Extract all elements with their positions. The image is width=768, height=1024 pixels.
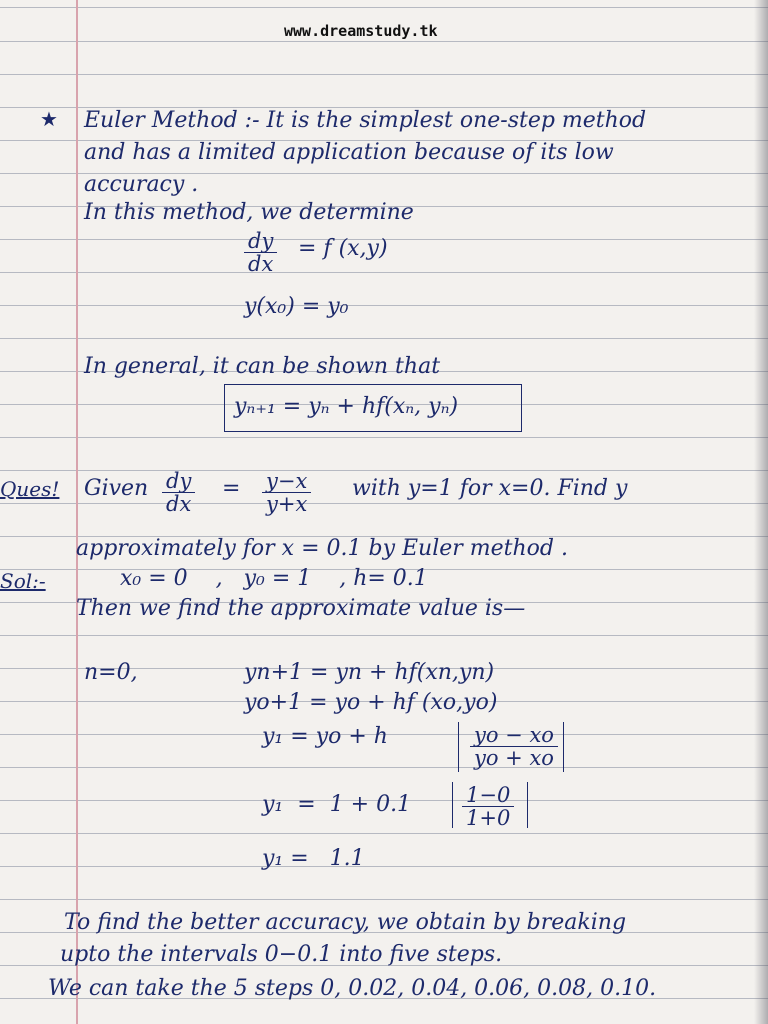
question-rhs-fraction — [262, 470, 311, 515]
step-n-label: n=0, — [84, 660, 138, 685]
question-equals: = — [222, 476, 241, 501]
step-general: yn+1 = yn + hf(xn,yn) — [244, 660, 495, 685]
site-watermark: www.dreamstudy.tk — [284, 22, 438, 40]
question-given: Given — [84, 476, 149, 501]
page-edge-shadow — [754, 0, 768, 1024]
eq2-initial-condition: y(x₀) = y₀ — [244, 294, 349, 319]
solution-params: x₀ = 0 , y₀ = 1 , h= 0.1 — [120, 566, 428, 591]
intro-line-3: accuracy . — [84, 172, 199, 197]
star-bullet: ★ — [40, 107, 58, 131]
solution-then-line: Then we find the approximate value is— — [76, 596, 526, 621]
footer-line-3: We can take the 5 steps 0, 0.02, 0.04, 0.06, 0.08, 0.10. — [48, 976, 657, 1001]
question-rhs-numerator: y−x — [262, 470, 311, 493]
intro-line-2: and has a limited application because of its low — [84, 140, 614, 165]
step-y1-result: y₁ = 1.1 — [262, 846, 365, 871]
boxed-formula: yₙ₊₁ = yₙ + hf(xₙ, yₙ) — [234, 394, 459, 419]
eq1-rhs: = f (x,y) — [298, 236, 388, 261]
step-y1-substitution: y₁ = 1 + 0.1 — [262, 792, 412, 817]
step3-fraction — [470, 724, 558, 769]
step3-denominator: yo + xo — [474, 746, 554, 770]
question-lhs-denominator: dx — [166, 492, 192, 516]
question-given-suffix: with y=1 for x=0. Find y — [352, 476, 628, 501]
eq1-derivative — [244, 230, 277, 275]
question-line-2: approximately for x = 0.1 by Euler method . — [76, 536, 568, 561]
question-rhs-denominator: y+x — [266, 492, 308, 516]
step-substituted: yo+1 = yo + hf (xo,yo) — [244, 690, 498, 715]
intro-line-1: Euler Method :- It is the simplest one-step method — [84, 108, 647, 133]
step3-numerator: yo − xo — [470, 724, 558, 747]
general-line: In general, it can be shown that — [84, 354, 441, 379]
question-lhs-fraction — [162, 470, 195, 515]
eq1-denominator: dx — [248, 252, 274, 276]
intro-line-4: In this method, we determine — [84, 200, 414, 225]
step4-numerator: 1−0 — [462, 784, 514, 807]
step4-fraction — [462, 784, 514, 829]
margin-line — [76, 0, 78, 1024]
step4-denominator: 1+0 — [466, 806, 511, 830]
question-lhs-numerator: dy — [162, 470, 195, 493]
solution-label: Sol:- — [0, 569, 46, 593]
question-label: Ques! — [0, 477, 60, 501]
step-y1-formula: y₁ = yo + h — [262, 724, 388, 749]
eq1-numerator: dy — [244, 230, 277, 253]
footer-line-2: upto the intervals 0−0.1 into five steps. — [60, 942, 503, 967]
footer-line-1: To find the better accuracy, we obtain by breaking — [64, 910, 627, 935]
